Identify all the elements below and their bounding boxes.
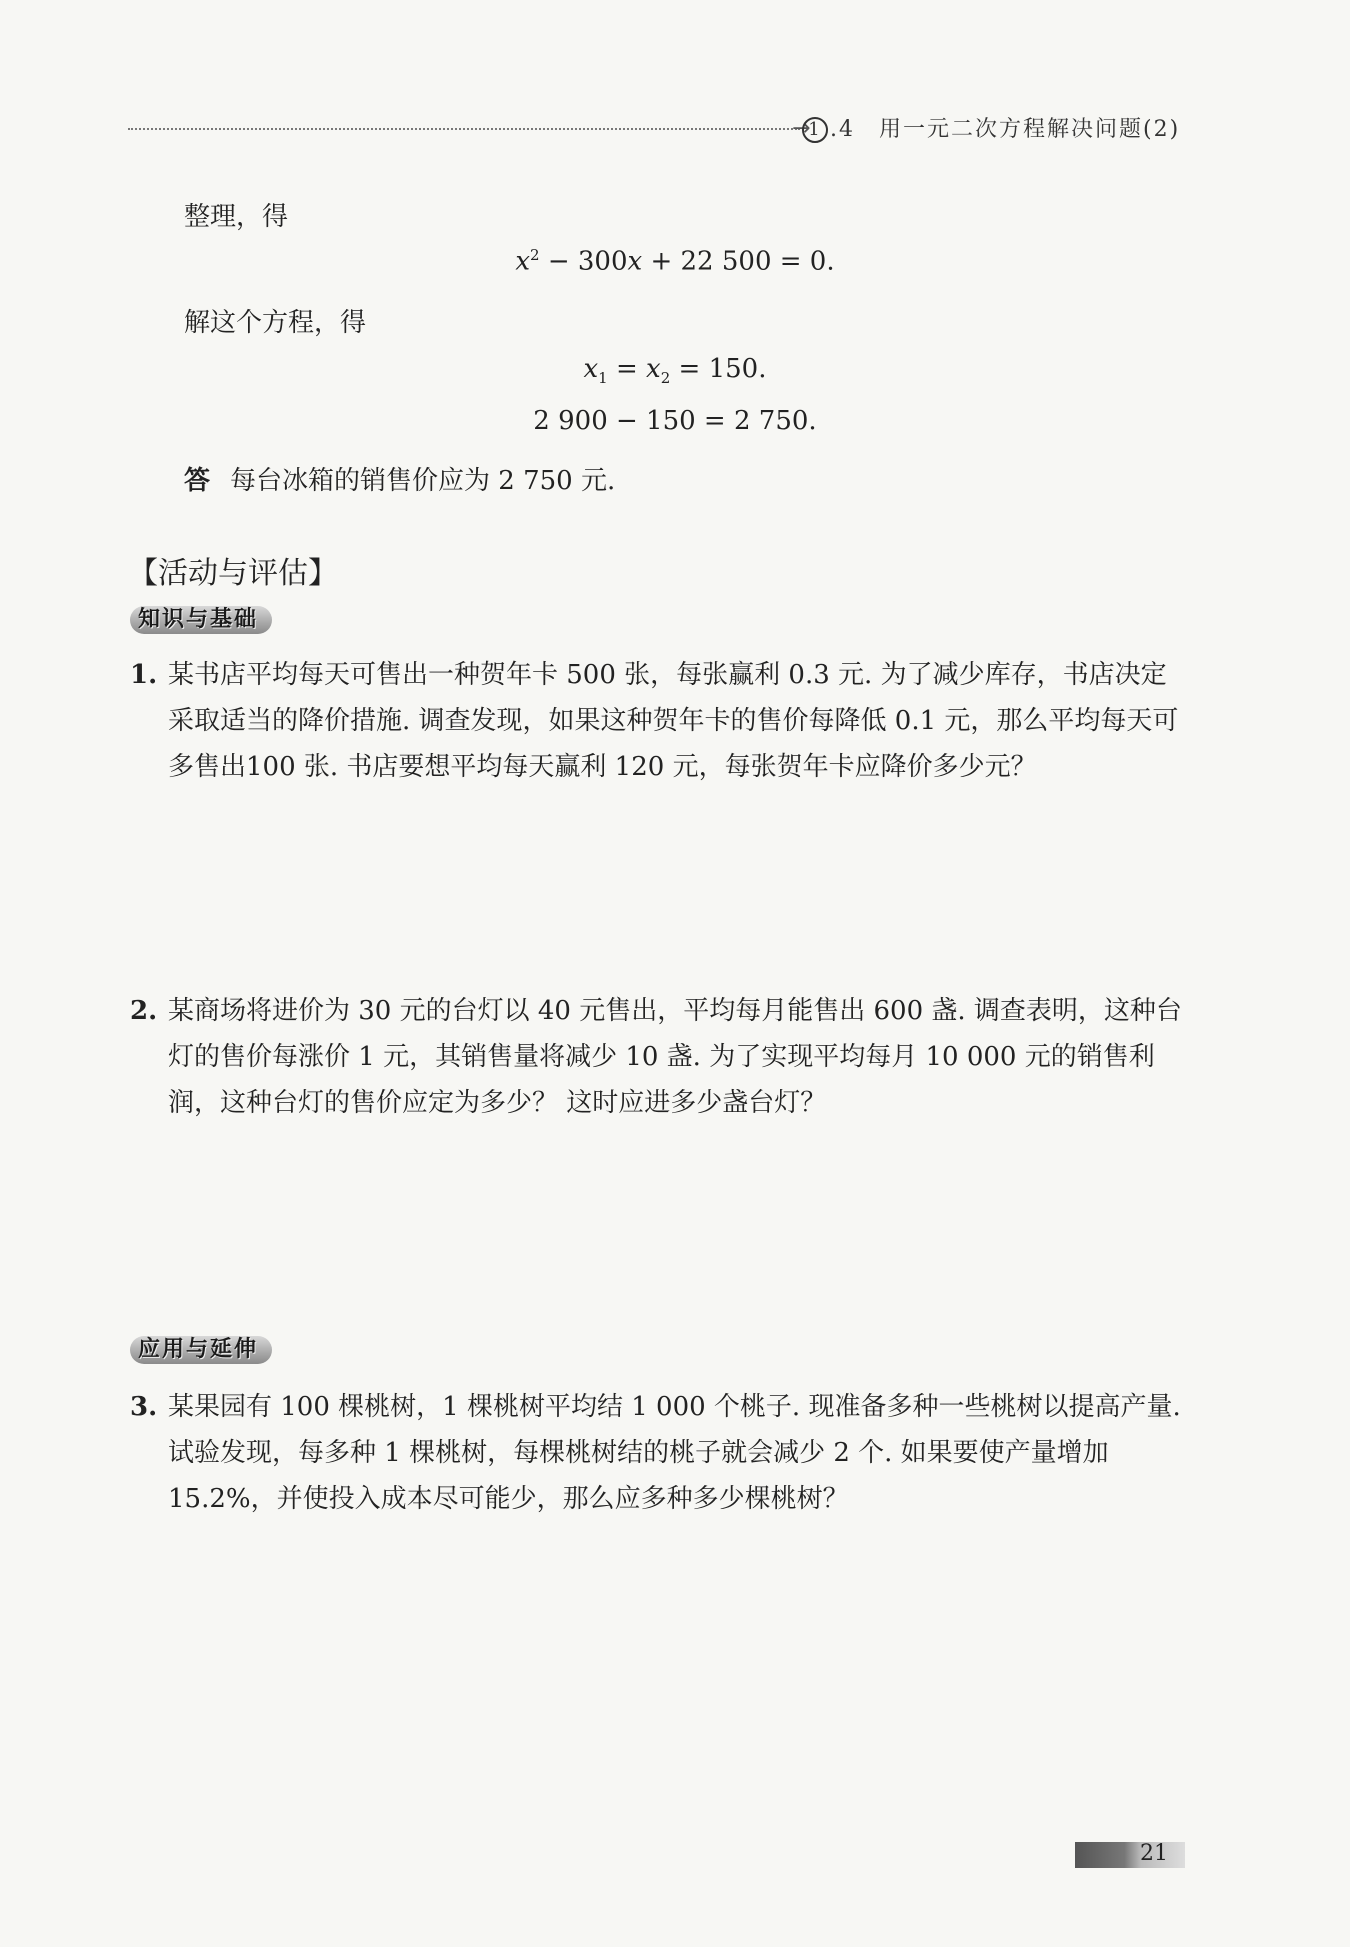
question-3-number: 3. xyxy=(130,1392,158,1422)
answer-label: 答 xyxy=(184,466,211,496)
section-title: 【活动与评估】 xyxy=(128,556,338,591)
question-2-number: 2. xyxy=(130,996,158,1026)
header-dotted-rule xyxy=(128,128,800,130)
step-label-solve: 解这个方程，得 xyxy=(184,308,367,338)
tag-application-extension: 应用与延伸 xyxy=(130,1336,272,1364)
page-number-bar xyxy=(1075,1842,1185,1868)
question-1-number: 1. xyxy=(130,660,158,690)
question-1-text: 某书店平均每天可售出一种贺年卡 500 张，每张赢利 0.3 元. 为了减少库存，书店决定采取适当的降价措施. 调查发现，如果这种贺年卡的售价每降低 0.1 元，那么平均每天可多售出100 张. 书店要想平均每天赢利 120 元，每张贺年卡应降价多少元？ xyxy=(168,660,1179,782)
answer-line xyxy=(184,460,615,497)
equation-roots: $x_1 = x_2 = 150$. xyxy=(583,354,767,388)
question-3-text: 某果园有 100 棵桃树，1 棵桃树平均结 1 000 个桃子. 现准备多种一些桃树以提高产量. 试验发现，每多种 1 棵桃树，每棵桃树结的桃子就会减少 2 个. 如果要使产量增加 15.2%，并使投入成本尽可能少，那么应多种多少棵桃树？ xyxy=(168,1392,1181,1514)
answer-text: 每台冰箱的销售价应为 2 750 元. xyxy=(230,466,616,496)
step-label-simplify: 整理，得 xyxy=(184,202,289,232)
question-2-text: 某商场将进价为 30 元的台灯以 40 元售出，平均每月能售出 600 盏. 调查表明，这种台灯的售价每涨价 1 元，其销售量将减少 10 盏. 为了实现平均每月 10 000 元的销售利润，这种台灯的售价应定为多少？ 这时应进多少盏台灯？ xyxy=(168,996,1182,1118)
header-title xyxy=(802,112,1180,143)
tag-knowledge-basics: 知识与基础 xyxy=(130,606,272,634)
page-number: 21 xyxy=(1140,1841,1168,1866)
equation-price: 2 900 − 150 = 2 750. xyxy=(533,406,817,436)
header-title-text: .4 用一元二次方程解决问题(2) xyxy=(830,117,1181,142)
chapter-number-badge: 1 xyxy=(802,117,828,143)
header-arrow-icon: → xyxy=(792,116,811,141)
equation-quadratic: $x^2 - 300x + 22$ 500 = 0. xyxy=(515,246,835,277)
